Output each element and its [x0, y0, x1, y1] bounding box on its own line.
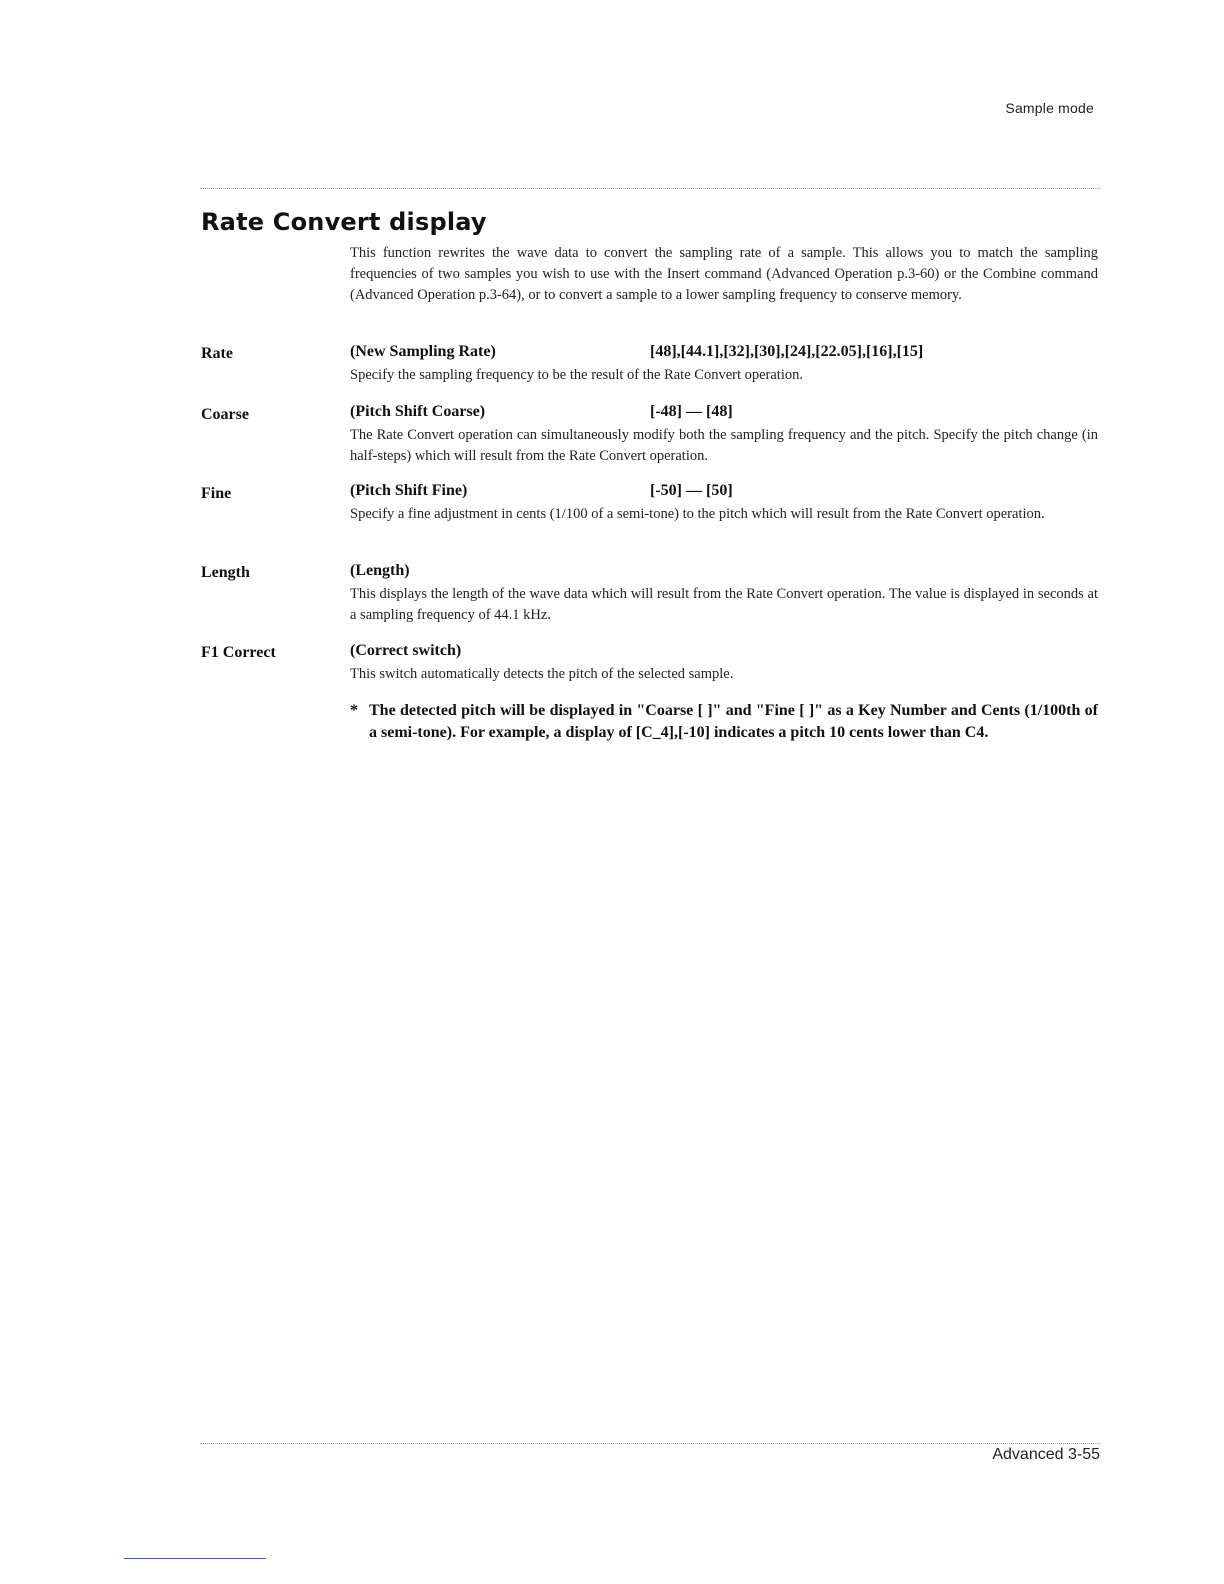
param-range: [-48] — [48]: [650, 403, 733, 420]
param-label-f1-correct: F1 Correct: [201, 644, 276, 661]
note-text: The detected pitch will be displayed in "Coarse [ ]" and "Fine [ ]" as a Key Number and Cents (1/100th of a semi-tone). For example, a display of [C_4],[-10] indicates a pitch 10 cents lower than C4.: [369, 702, 1098, 741]
param-description: This switch automatically detects the pitch of the selected sample.: [350, 666, 734, 682]
running-head: Sample mode: [1005, 100, 1094, 116]
param-name: (Length): [350, 562, 410, 579]
section-title: Rate Convert display: [201, 208, 487, 236]
param-description: The Rate Convert operation can simultaneously modify both the sampling frequency and the pitch. Specify the pitch change (in half-steps) which will result from the Rate Convert operation.: [350, 427, 1098, 464]
param-description: Specify a fine adjustment in cents (1/100 of a semi-tone) to the pitch which will result from the Rate Convert operation.: [350, 506, 1045, 522]
param-coarse: [350, 403, 1098, 467]
param-range: [-50] — [50]: [650, 482, 733, 499]
param-name: (New Sampling Rate): [350, 343, 496, 360]
param-label-coarse: Coarse: [201, 406, 249, 423]
bottom-divider: [200, 1443, 1100, 1444]
param-name: (Correct switch): [350, 642, 462, 659]
param-description: This displays the length of the wave data which will result from the Rate Convert operation. The value is displayed in seconds at a sampling frequency of 44.1 kHz.: [350, 586, 1098, 623]
param-fine: [350, 482, 1098, 525]
top-divider: [200, 188, 1100, 189]
param-label-rate: Rate: [201, 345, 233, 362]
intro-paragraph: This function rewrites the wave data to convert the sampling rate of a sample. This allows you to match the sampling frequencies of two samples you wish to use with the Insert command (Advanced Operation p.3-60) or the Combine command (Advanced Operation p.3-64), or to convert a sample to a lower sampling frequency to conserve memory.: [350, 245, 1098, 303]
param-f1-correct: [350, 642, 1098, 685]
param-description: Specify the sampling frequency to be the result of the Rate Convert operation.: [350, 367, 803, 383]
param-length: [350, 562, 1098, 626]
note-marker: *: [350, 702, 358, 719]
param-label-length: Length: [201, 564, 250, 581]
param-name: (Pitch Shift Fine): [350, 482, 468, 499]
param-label-fine: Fine: [201, 485, 232, 502]
footer-link-line: [124, 1558, 266, 1559]
param-name: (Pitch Shift Coarse): [350, 403, 486, 420]
page-number: Advanced 3-55: [992, 1446, 1100, 1463]
param-range: [48],[44.1],[32],[30],[24],[22.05],[16],[15]: [650, 343, 924, 360]
param-rate: [350, 343, 1098, 386]
note-block: [350, 700, 1098, 744]
